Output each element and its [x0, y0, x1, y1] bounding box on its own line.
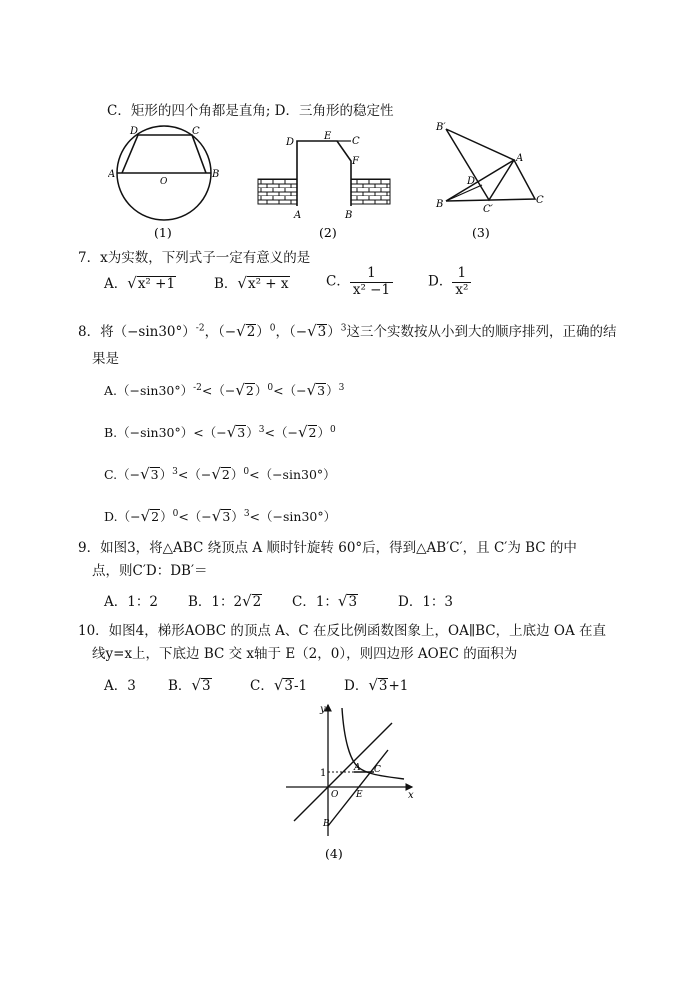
stem-part: ，（− [204, 324, 237, 340]
denominator: x² [455, 281, 469, 298]
q8-option-d: $D.(-√2)^0<(-√3)^3<(-\sin 30^\circ)$ [104, 507, 337, 525]
label-d: D [286, 137, 295, 148]
q9-option-a: A．1：2 [104, 594, 158, 610]
option-label: A． [104, 276, 128, 292]
line-bc [328, 750, 388, 826]
right-wall [351, 179, 390, 204]
label-b-prime: B′ [436, 122, 446, 133]
figure-caption: (4) [325, 846, 343, 861]
q9-option-c: C．1：√3 [292, 592, 358, 610]
q8-stem-line2: 果是 [92, 351, 119, 367]
label-c: C [352, 136, 360, 147]
radicand: x² + x [247, 276, 289, 292]
figure-caption: (3) [472, 225, 490, 240]
label-c: C [192, 126, 200, 137]
q8-stem: 8．将$(-\sin 30^\circ)^{-2}$，$(-√2)^0$，$(-√3)^3$这三个实数按从小到大的顺序排列，正确的结 [78, 322, 617, 340]
q9-option-b: B．1：2√2 [188, 592, 262, 610]
label-d: D [130, 126, 139, 137]
q8-option-b: $B.(-\sin 30^\circ)<(-√3)^3<(-√2)^0$ [104, 423, 336, 441]
q9-stem-line1: 9．如图3，将△ABC 绕顶点 A 顺时针旋转 60°后，得到△AB′C′，且 C′为 BC 的中 [78, 540, 577, 556]
option-line-c-d: C．矩形的四个角都是直角; D．三角形的稳定性 [107, 103, 394, 119]
q10-stem-line2: 线y=x上，下底边 BC 交 x轴于 E（2，0），则四边形 AOEC 的面积为 [92, 646, 518, 662]
figure-caption: (2) [319, 225, 337, 240]
label-x: x [408, 790, 414, 801]
q7-stem: 7．x为实数，下列式子一定有意义的是 [78, 250, 311, 266]
q9-stem-line2: 点，则C′D：DB′＝ [92, 563, 208, 579]
label-e: E [324, 131, 332, 142]
exponent: -2 [195, 323, 205, 334]
label-o: O [160, 177, 168, 187]
q10-option-d: D．√3+1 [344, 676, 409, 694]
figure-caption: (1) [154, 225, 172, 240]
door-frame [297, 141, 351, 206]
label-a: A [108, 169, 116, 180]
exponent: 0 [269, 323, 276, 334]
figure-1 [108, 118, 228, 243]
q10-option-b: B．√3 [168, 676, 211, 694]
numerator: 1 [452, 266, 471, 283]
numerator: 1 [350, 266, 393, 283]
label-d: D [467, 176, 476, 187]
stem-part: ） [256, 324, 270, 340]
stem-part: ） [327, 324, 341, 340]
triangle-ab'c' [446, 129, 514, 200]
stem-part: 8．将（−sin30°） [78, 324, 196, 340]
option-label: C． [326, 273, 350, 290]
exponent: 3 [340, 323, 347, 334]
label-y: y [320, 704, 326, 715]
label-b: B [212, 169, 220, 180]
q9-option-d: D．1：3 [398, 594, 454, 610]
label-a: A [354, 763, 361, 773]
label-b: B [323, 819, 330, 829]
option-label: B． [214, 276, 238, 292]
label-a: A [294, 210, 302, 221]
label-f: F [352, 156, 359, 167]
label-b: B [436, 199, 444, 210]
label-c: C [374, 765, 381, 775]
q7-option-d [428, 266, 471, 298]
denominator: x² −1 [352, 281, 391, 298]
q7-option-b: B．√x² + x [214, 274, 289, 292]
label-b: B [345, 210, 353, 221]
radicand: x² +1 [137, 276, 176, 292]
figure-3 [432, 115, 552, 240]
q8-option-c: $C.(-√3)^3<(-√2)^0<(-\sin 30^\circ)$ [104, 465, 336, 483]
q10-option-c: C．√3-1 [250, 676, 308, 694]
label-a: A [516, 153, 524, 164]
figure-2 [255, 124, 395, 244]
segment-bd [446, 185, 482, 201]
figure-4 [280, 700, 425, 870]
label-e: E [356, 790, 363, 800]
q10-stem-line1: 10．如图4，梯形AOBC 的顶点 A、C 在反比例函数图象上，OA∥BC，上底边 OA 在直 [78, 623, 606, 639]
label-one: 1 [320, 768, 327, 779]
stem-part: ，（− [275, 324, 308, 340]
q7-option-a: A．√x² +1 [104, 274, 176, 292]
option-label: D． [428, 273, 453, 290]
radicand: 2 [246, 324, 256, 340]
label-c: C [536, 195, 544, 206]
stem-part: 这三个实数按从小到大的顺序排列，正确的结 [346, 324, 617, 340]
q8-option-a: $A.(-\sin 30^\circ)^{-2}<(-√2)^0<(-√3)^3$ [104, 381, 345, 399]
trapezoid [122, 135, 206, 173]
q10-option-a: A．3 [104, 678, 136, 694]
q7-option-c [326, 266, 393, 298]
radicand: 3 [317, 324, 327, 340]
label-o: O [331, 790, 339, 800]
label-c-prime: C′ [483, 204, 493, 215]
left-wall [258, 179, 297, 204]
